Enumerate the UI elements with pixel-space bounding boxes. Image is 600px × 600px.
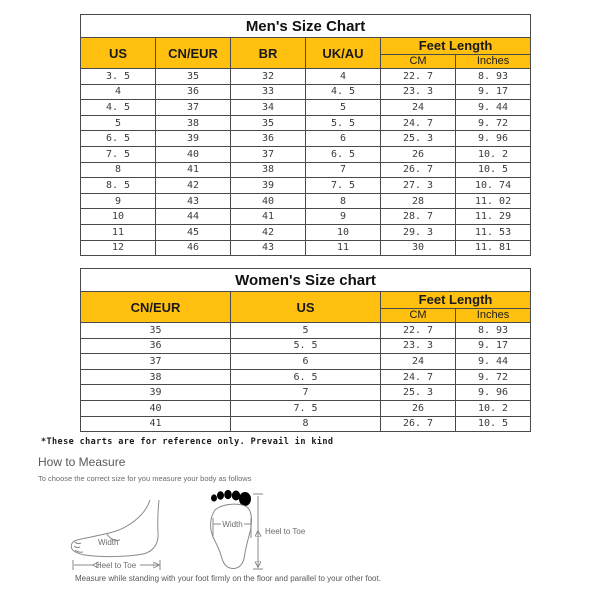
col-header-inches: Inches <box>456 308 531 322</box>
table-cell: 25. 3 <box>381 385 456 401</box>
table-cell: 9 <box>306 209 381 225</box>
table-cell: 10 <box>306 224 381 240</box>
table-row <box>81 178 531 194</box>
table-cell: 37 <box>156 100 231 116</box>
table-cell: 4. 5 <box>306 84 381 100</box>
table-row <box>81 240 531 256</box>
table-row <box>81 115 531 131</box>
table-cell: 26 <box>381 146 456 162</box>
table-cell: 12 <box>81 240 156 256</box>
table-cell: 38 <box>81 369 231 385</box>
table-cell: 26. 7 <box>381 162 456 178</box>
womens-header-row <box>81 292 531 309</box>
table-cell: 28. 7 <box>381 209 456 225</box>
table-cell: 43 <box>231 240 306 256</box>
foot-measurement-diagram <box>55 488 315 578</box>
table-cell: 24 <box>381 354 456 370</box>
table-row <box>81 354 531 370</box>
table-cell: 37 <box>81 354 231 370</box>
table-cell: 11. 02 <box>456 193 531 209</box>
mens-size-table <box>80 14 531 256</box>
table-cell: 7. 5 <box>306 178 381 194</box>
sole-view-heel-to-toe-label: Heel to Toe <box>265 527 306 536</box>
table-cell: 32 <box>231 69 306 85</box>
table-cell: 25. 3 <box>381 131 456 147</box>
table-cell: 11 <box>306 240 381 256</box>
table-cell: 45 <box>156 224 231 240</box>
table-cell: 41 <box>156 162 231 178</box>
col-header-feet-length: Feet Length <box>381 38 531 55</box>
table-cell: 10 <box>81 209 156 225</box>
table-cell: 10. 2 <box>456 146 531 162</box>
table-cell: 34 <box>231 100 306 116</box>
table-cell: 35 <box>231 115 306 131</box>
table-cell: 4 <box>81 84 156 100</box>
reference-disclaimer: *These charts are for reference only. Prevail in kind <box>41 437 334 447</box>
table-cell: 6 <box>306 131 381 147</box>
table-cell: 46 <box>156 240 231 256</box>
table-cell: 22. 7 <box>381 323 456 339</box>
table-cell: 9. 44 <box>456 354 531 370</box>
col-header-cm: CM <box>381 308 456 322</box>
table-cell: 36 <box>156 84 231 100</box>
col-header-us: US <box>81 38 156 69</box>
table-cell: 11 <box>81 224 156 240</box>
table-cell: 5. 5 <box>231 338 381 354</box>
table-row <box>81 209 531 225</box>
table-cell: 24. 7 <box>381 115 456 131</box>
table-row <box>81 416 531 432</box>
table-cell: 6. 5 <box>306 146 381 162</box>
table-cell: 41 <box>81 416 231 432</box>
womens-size-table <box>80 268 531 432</box>
table-cell: 26 <box>381 400 456 416</box>
table-cell: 11. 81 <box>456 240 531 256</box>
table-cell: 43 <box>156 193 231 209</box>
mens-header-row <box>81 38 531 55</box>
foot-side-view-drawing <box>71 500 160 570</box>
table-cell: 9. 96 <box>456 385 531 401</box>
table-cell: 8 <box>81 162 156 178</box>
table-cell: 5 <box>81 115 156 131</box>
table-row <box>81 385 531 401</box>
how-to-measure-subtitle: To choose the correct size for you measure your body as follows <box>38 474 252 483</box>
table-cell: 5 <box>231 323 381 339</box>
table-cell: 9 <box>81 193 156 209</box>
table-row <box>81 224 531 240</box>
table-cell: 10. 74 <box>456 178 531 194</box>
table-row <box>81 400 531 416</box>
table-cell: 8 <box>231 416 381 432</box>
col-header-us: US <box>231 292 381 323</box>
table-cell: 9. 72 <box>456 369 531 385</box>
table-cell: 35 <box>156 69 231 85</box>
table-cell: 23. 3 <box>381 338 456 354</box>
table-row <box>81 100 531 116</box>
table-cell: 44 <box>156 209 231 225</box>
mens-chart-title: Men's Size Chart <box>81 15 531 38</box>
table-cell: 30 <box>381 240 456 256</box>
womens-chart-title: Women's Size chart <box>81 269 531 292</box>
table-cell: 11. 29 <box>456 209 531 225</box>
table-cell: 5. 5 <box>306 115 381 131</box>
table-cell: 22. 7 <box>381 69 456 85</box>
side-view-width-label: Width <box>98 538 119 547</box>
table-cell: 6. 5 <box>231 369 381 385</box>
table-row <box>81 131 531 147</box>
col-header-ukau: UK/AU <box>306 38 381 69</box>
table-row <box>81 193 531 209</box>
table-cell: 39 <box>231 178 306 194</box>
table-cell: 28 <box>381 193 456 209</box>
table-cell: 9. 44 <box>456 100 531 116</box>
table-cell: 10. 2 <box>456 400 531 416</box>
table-cell: 9. 17 <box>456 84 531 100</box>
table-cell: 38 <box>156 115 231 131</box>
table-row <box>81 162 531 178</box>
table-cell: 39 <box>156 131 231 147</box>
table-cell: 23. 3 <box>381 84 456 100</box>
table-cell: 8. 93 <box>456 323 531 339</box>
table-cell: 6. 5 <box>81 131 156 147</box>
sole-view-width-label: Width <box>222 520 243 529</box>
table-cell: 37 <box>231 146 306 162</box>
table-cell: 4 <box>306 69 381 85</box>
how-to-measure-title: How to Measure <box>38 455 126 469</box>
table-cell: 35 <box>81 323 231 339</box>
womens-title-row <box>81 269 531 292</box>
table-cell: 9. 72 <box>456 115 531 131</box>
table-cell: 7. 5 <box>231 400 381 416</box>
table-cell: 7 <box>306 162 381 178</box>
table-cell: 36 <box>81 338 231 354</box>
table-cell: 40 <box>81 400 231 416</box>
table-cell: 29. 3 <box>381 224 456 240</box>
table-cell: 10. 5 <box>456 162 531 178</box>
table-row <box>81 84 531 100</box>
col-header-cneur: CN/EUR <box>156 38 231 69</box>
col-header-inches: Inches <box>456 54 531 68</box>
table-row <box>81 338 531 354</box>
table-cell: 9. 17 <box>456 338 531 354</box>
col-header-feet-length: Feet Length <box>381 292 531 309</box>
table-cell: 33 <box>231 84 306 100</box>
side-view-heel-to-toe-label: Heel to Toe <box>95 561 137 570</box>
col-header-cm: CM <box>381 54 456 68</box>
table-cell: 8 <box>306 193 381 209</box>
table-cell: 7. 5 <box>81 146 156 162</box>
measure-instruction: Measure while standing with your foot firmly on the floor and parallel to your other foot. <box>75 574 381 583</box>
table-row <box>81 369 531 385</box>
table-cell: 11. 53 <box>456 224 531 240</box>
table-row <box>81 69 531 85</box>
table-cell: 6 <box>231 354 381 370</box>
table-cell: 4. 5 <box>81 100 156 116</box>
table-cell: 26. 7 <box>381 416 456 432</box>
table-cell: 38 <box>231 162 306 178</box>
table-cell: 10. 5 <box>456 416 531 432</box>
table-cell: 7 <box>231 385 381 401</box>
table-cell: 8. 93 <box>456 69 531 85</box>
table-row <box>81 146 531 162</box>
table-cell: 40 <box>156 146 231 162</box>
table-cell: 8. 5 <box>81 178 156 194</box>
table-cell: 27. 3 <box>381 178 456 194</box>
table-cell: 5 <box>306 100 381 116</box>
table-cell: 40 <box>231 193 306 209</box>
col-header-cneur: CN/EUR <box>81 292 231 323</box>
table-cell: 24. 7 <box>381 369 456 385</box>
table-cell: 36 <box>231 131 306 147</box>
table-cell: 24 <box>381 100 456 116</box>
mens-title-row <box>81 15 531 38</box>
col-header-br: BR <box>231 38 306 69</box>
table-cell: 3. 5 <box>81 69 156 85</box>
table-cell: 41 <box>231 209 306 225</box>
table-cell: 42 <box>231 224 306 240</box>
table-row <box>81 323 531 339</box>
table-cell: 9. 96 <box>456 131 531 147</box>
foot-sole-view-drawing <box>211 490 306 569</box>
table-cell: 42 <box>156 178 231 194</box>
table-cell: 39 <box>81 385 231 401</box>
